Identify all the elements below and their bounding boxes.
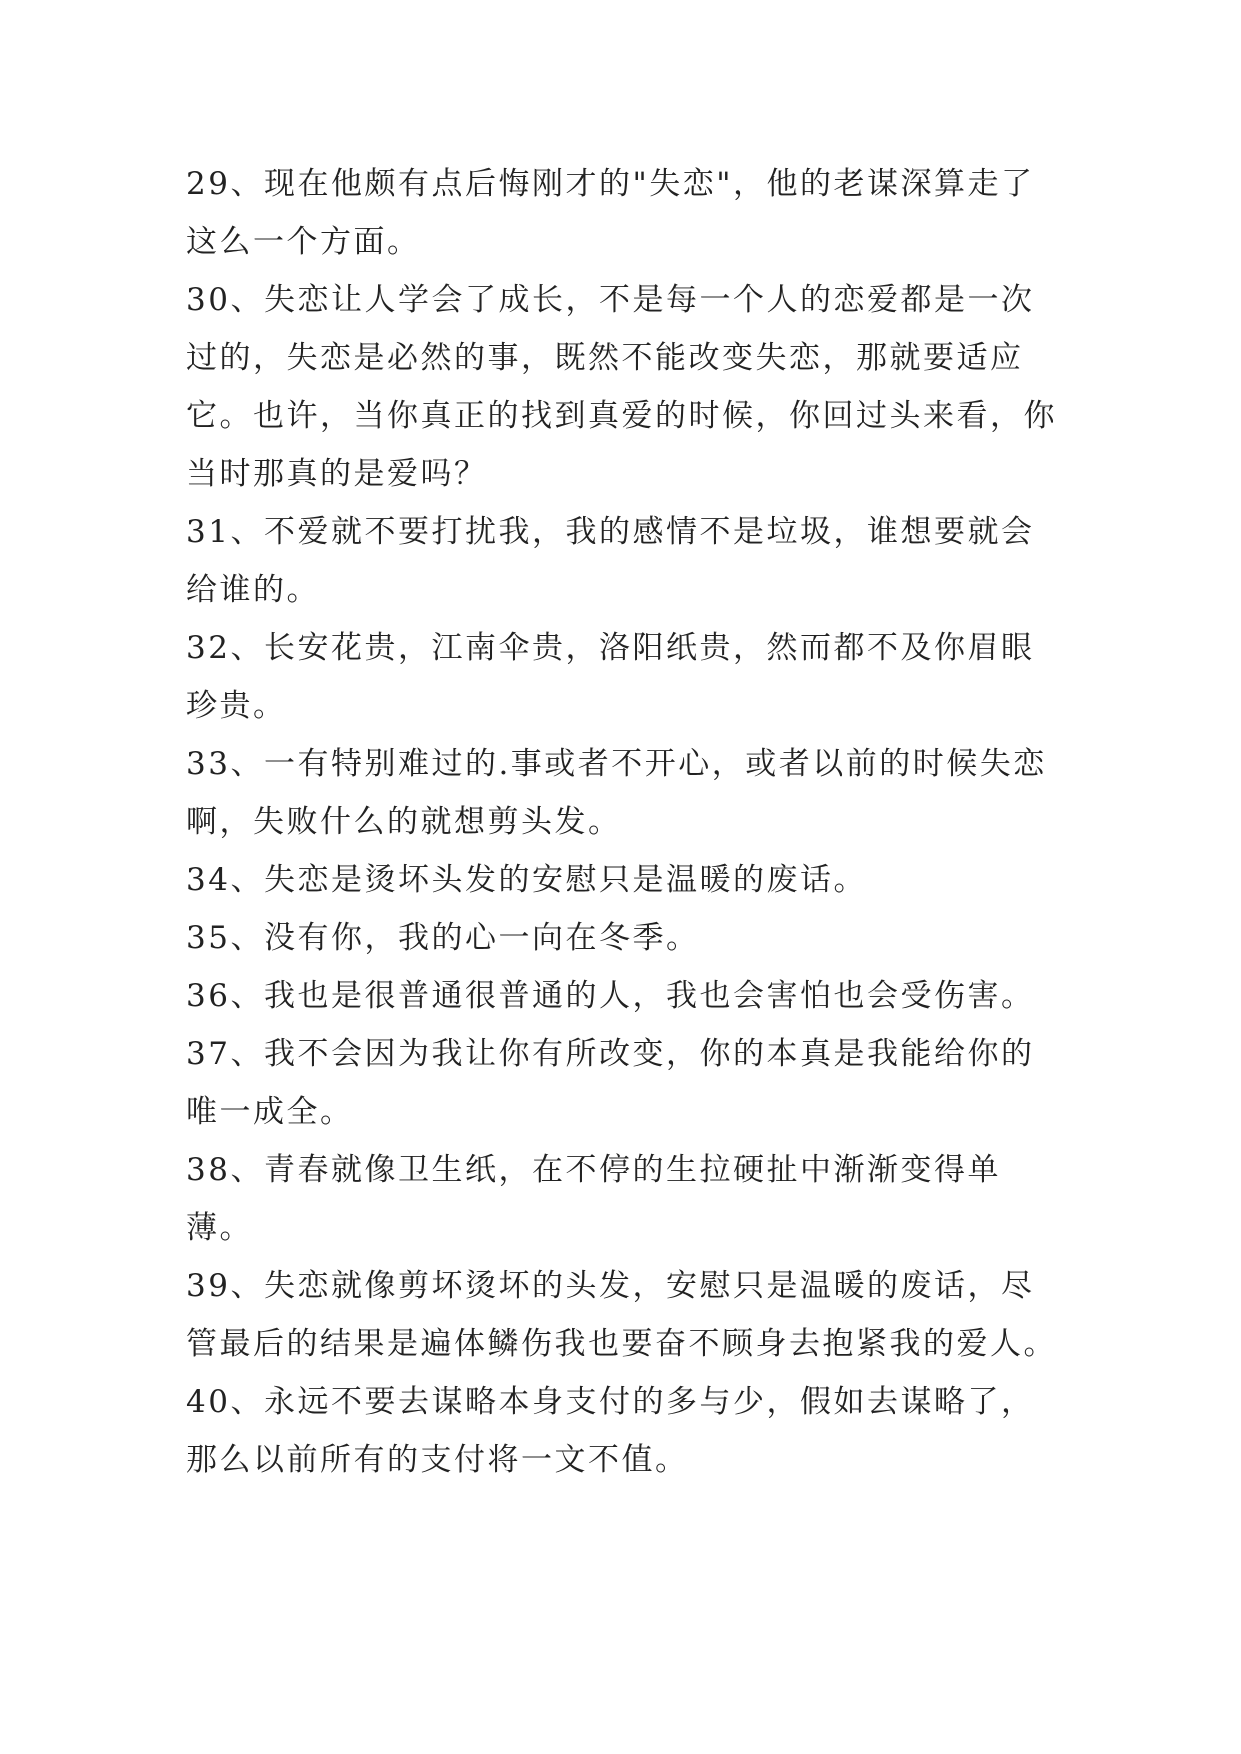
list-item-30: 30、失恋让人学会了成长，不是每一个人的恋爱都是一次过的，失恋是必然的事，既然不能改变失恋，那就要适应它。也许，当你真正的找到真爱的时候，你回过头来看，你当时那真的是爱吗？ (186, 282, 1057, 492)
list-item-29: 29、现在他颇有点后悔刚才的"失恋"，他的老谋深算走了这么一个方面。 (186, 166, 1035, 260)
list-item-37: 37、我不会因为我让你有所改变，你的本真是我能给你的唯一成全。 (186, 1036, 1035, 1130)
list-item-34: 34、失恋是烫坏头发的安慰只是温暖的废话。 (186, 862, 867, 898)
document-body (186, 155, 1066, 1489)
list-item-39: 39、失恋就像剪坏烫坏的头发，安慰只是温暖的废话，尽管最后的结果是遍体鳞伤我也要奋不顾身去抱紧我的爱人。 (186, 1268, 1057, 1362)
list-item-32: 32、长安花贵，江南伞贵，洛阳纸贵，然而都不及你眉眼珍贵。 (186, 630, 1035, 724)
list-item-35: 35、没有你，我的心一向在冬季。 (186, 920, 700, 956)
list-item-33: 33、一有特别难过的.事或者不开心，或者以前的时候失恋啊，失败什么的就想剪头发。 (186, 746, 1047, 840)
list-item-36: 36、我也是很普通很普通的人，我也会害怕也会受伤害。 (186, 978, 1035, 1014)
list-item-38: 38、青春就像卫生纸，在不停的生拉硬扯中渐渐变得单薄。 (186, 1152, 1001, 1246)
list-item-40: 40、永远不要去谋略本身支付的多与少，假如去谋略了，那么以前所有的支付将一文不值。 (186, 1384, 1035, 1478)
list-item-31: 31、不爱就不要打扰我，我的感情不是垃圾，谁想要就会给谁的。 (186, 514, 1035, 608)
